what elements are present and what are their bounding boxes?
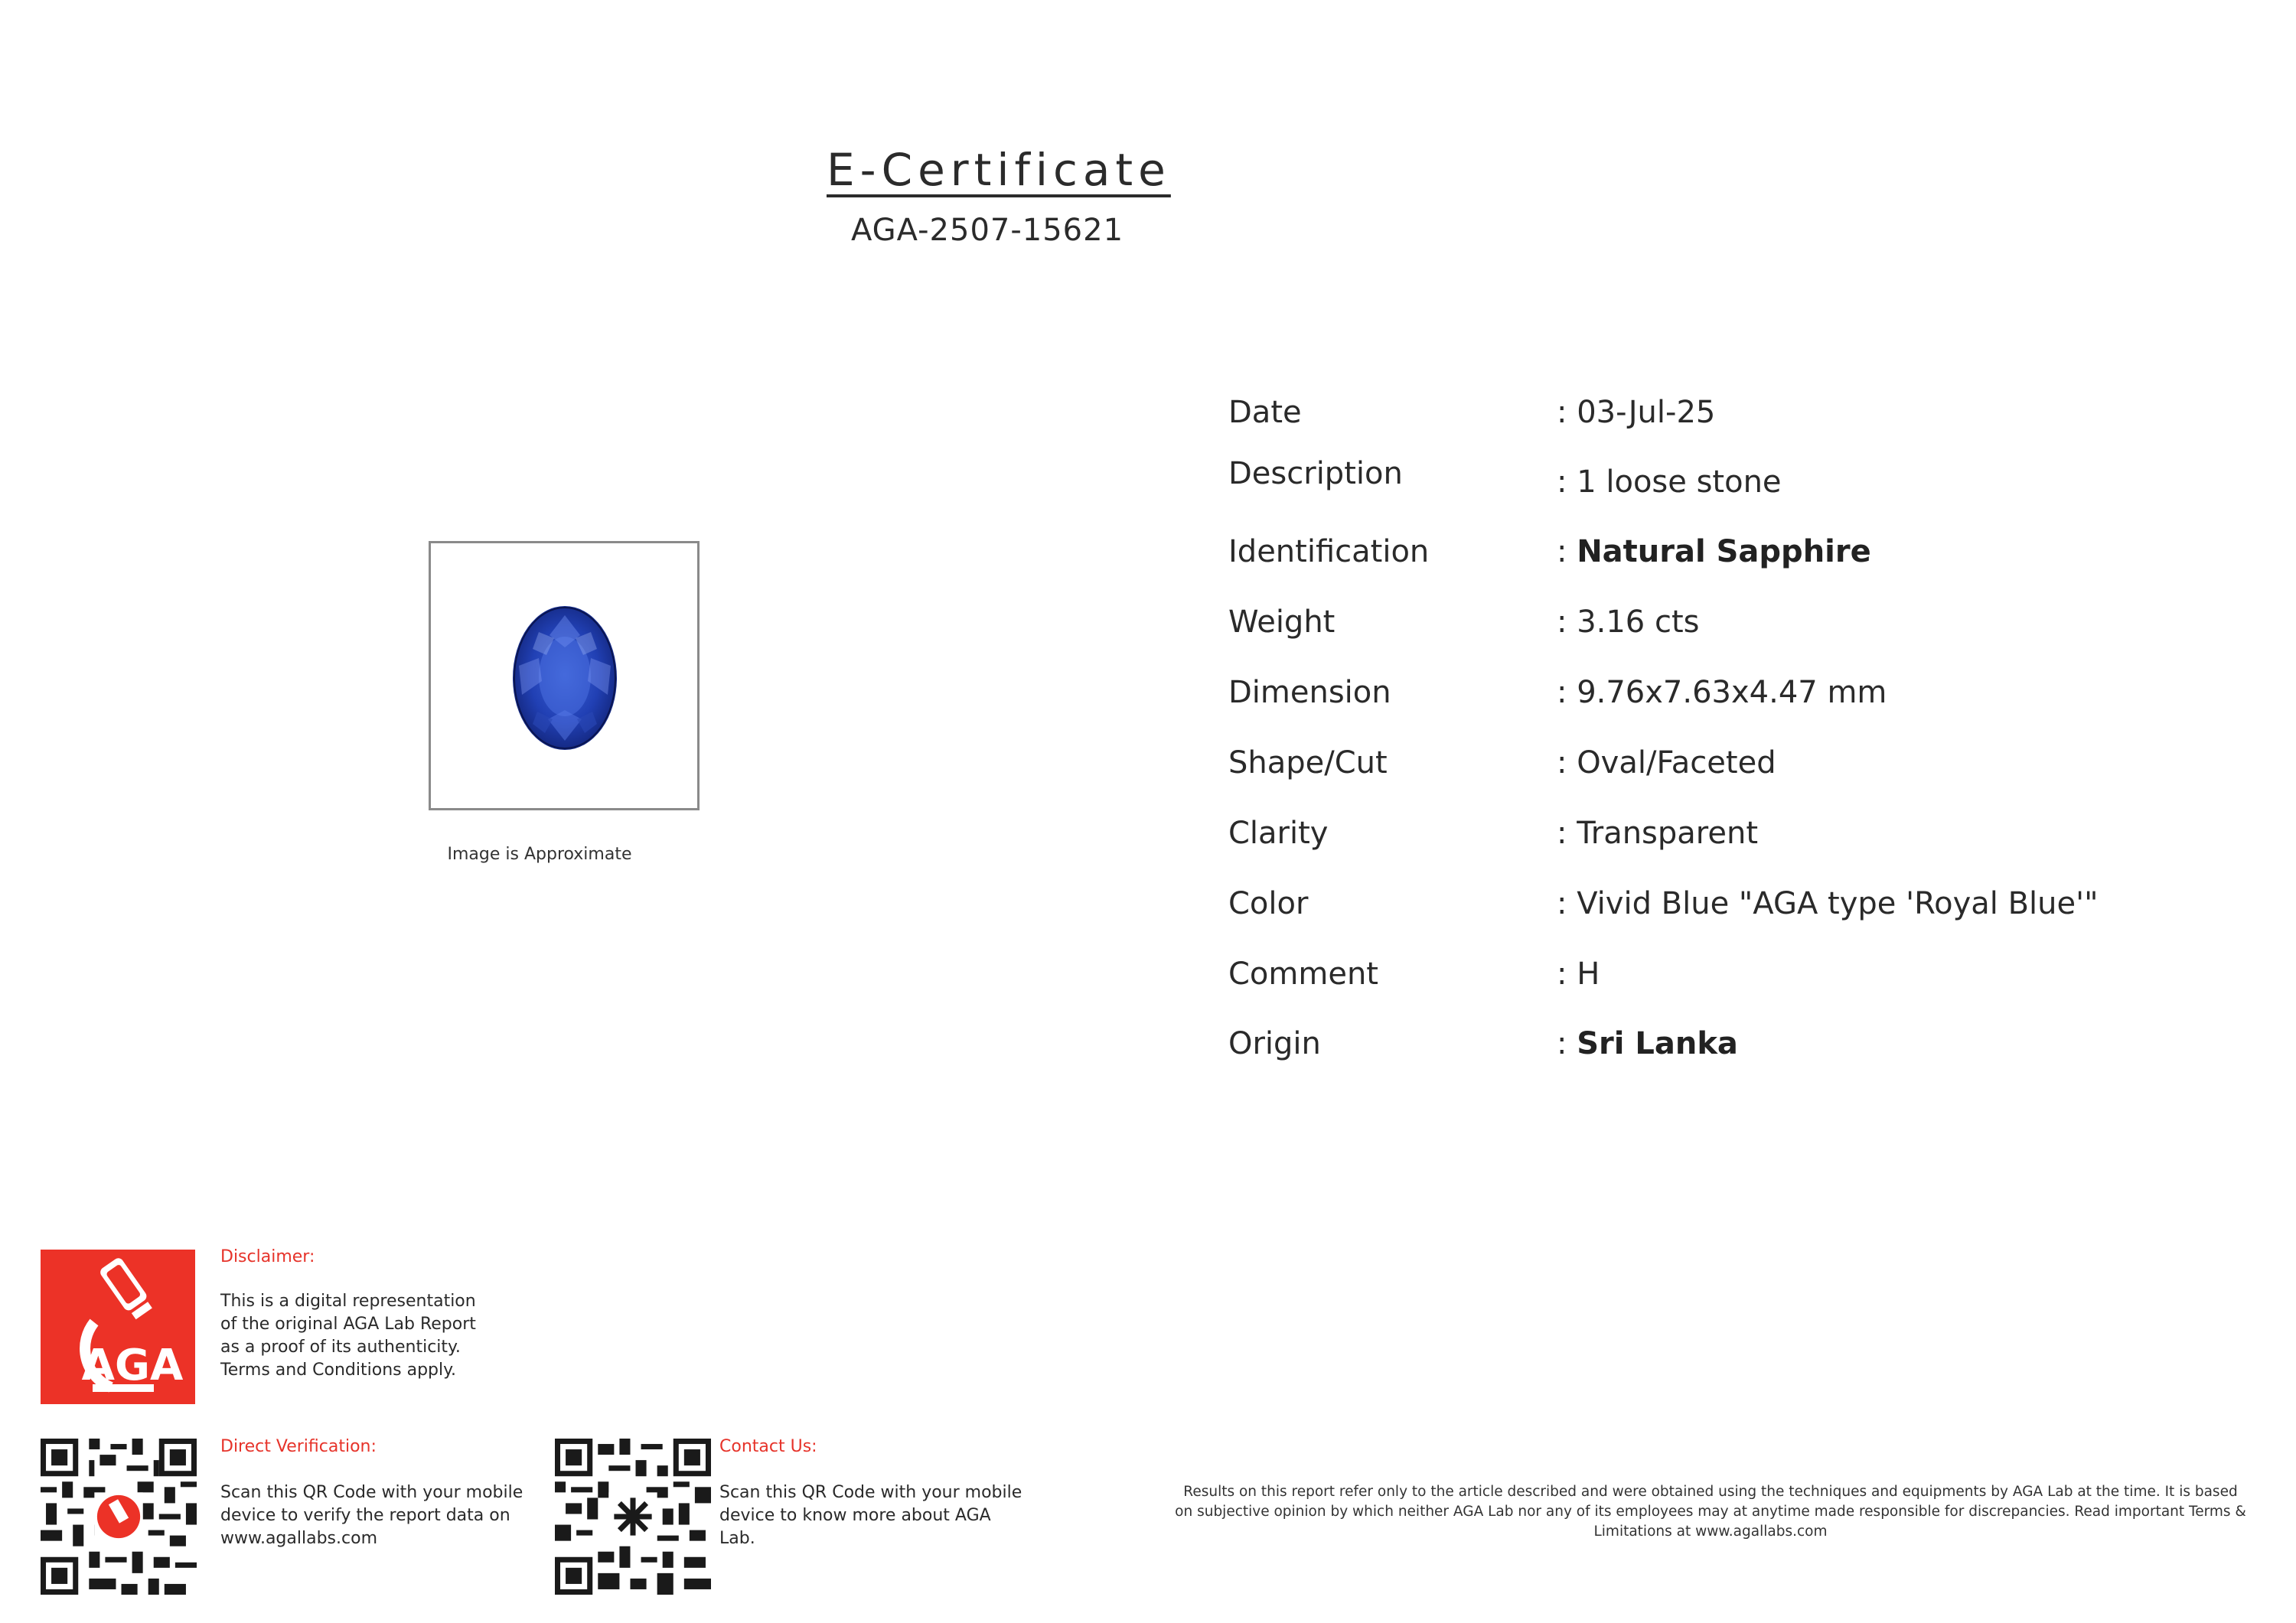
- verification-qr-code: [41, 1439, 197, 1595]
- label-weight: Weight: [1228, 605, 1336, 640]
- value-identification: : Natural Sapphire: [1557, 534, 1871, 569]
- microscope-logo-icon: [41, 1250, 195, 1404]
- value-comment: : H: [1557, 957, 1600, 992]
- label-identification: Identification: [1228, 534, 1430, 569]
- disclaimer-text: This is a digital representation of the original AGA Lab Report as a proof of its authenticity. Terms and Conditions apply.: [220, 1292, 476, 1380]
- value-shape-cut: : Oval/Faceted: [1557, 745, 1776, 781]
- value-date: : 03-Jul-25: [1557, 395, 1716, 430]
- label-origin: Origin: [1228, 1026, 1321, 1061]
- contact-qr-code: [555, 1439, 711, 1595]
- value-dimension: : 9.76x7.63x4.47 mm: [1557, 675, 1887, 710]
- label-shape-cut: Shape/Cut: [1228, 745, 1388, 781]
- contact-title: Contact Us:: [719, 1437, 817, 1456]
- value-description: : 1 loose stone: [1557, 464, 1782, 500]
- certificate-title: E-Certificate: [827, 144, 1171, 196]
- value-origin: : Sri Lanka: [1557, 1026, 1738, 1061]
- svg-text:AGA: AGA: [81, 1341, 184, 1390]
- label-clarity: Clarity: [1228, 816, 1329, 851]
- gem-image: [511, 605, 618, 751]
- aga-logo: [41, 1250, 195, 1404]
- value-color: : Vivid Blue "AGA type 'Royal Blue'": [1557, 886, 2099, 921]
- certificate-number: AGA-2507-15621: [850, 213, 1124, 248]
- disclaimer-title: Disclaimer:: [220, 1247, 315, 1266]
- image-caption: Image is Approximate: [447, 845, 632, 864]
- contact-text: Scan this QR Code with your mobile device to know more about AGA Lab.: [719, 1483, 1022, 1548]
- legal-notice: Results on this report refer only to the article described and were obtained using the techniques and equipments by AGA Lab at the time. It is based on subjective opinion by which neither AGA Lab nor any of its employees may at anytime made responsible for discrepancies. Read important Terms & Limitations at www.agallabs.com: [1175, 1484, 2246, 1540]
- label-dimension: Dimension: [1228, 675, 1391, 710]
- gem-image-frame: [429, 541, 700, 810]
- label-color: Color: [1228, 886, 1309, 921]
- label-comment: Comment: [1228, 957, 1378, 992]
- label-date: Date: [1228, 395, 1302, 430]
- verification-title: Direct Verification:: [220, 1437, 377, 1456]
- value-weight: : 3.16 cts: [1557, 605, 1700, 640]
- sparkle-icon: [614, 1498, 651, 1535]
- value-clarity: : Transparent: [1557, 816, 1759, 851]
- verification-text: Scan this QR Code with your mobile device to verify the report data on www.agallabs.com: [220, 1483, 523, 1548]
- label-description: Description: [1228, 456, 1403, 491]
